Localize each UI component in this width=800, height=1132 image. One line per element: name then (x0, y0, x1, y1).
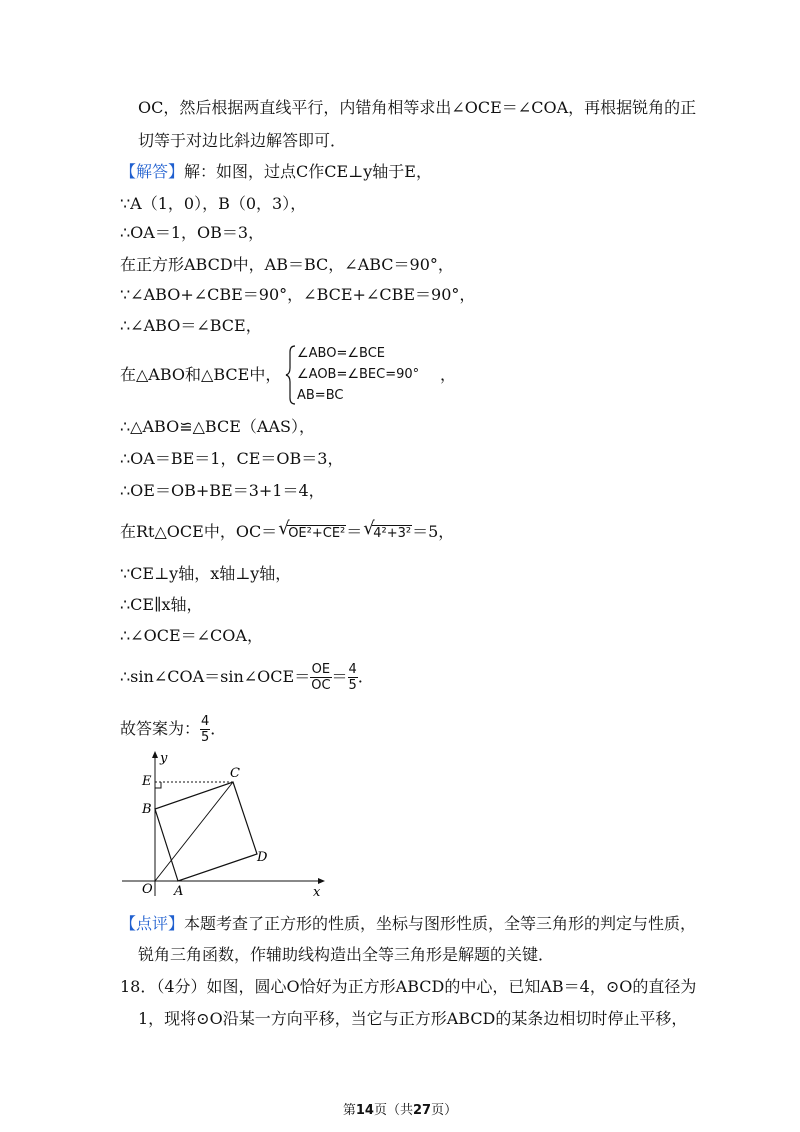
text-line: ∴OE＝OB+BE＝3+1＝4， (120, 481, 325, 500)
text-line: ∴∠ABO＝∠BCE， (120, 316, 262, 335)
label-o: O (142, 882, 153, 897)
footer-pre: 第 (342, 1103, 356, 1118)
sqrt-line (120, 518, 455, 545)
brace-line-1: ∠ABO=∠BCE (297, 346, 385, 361)
fraction-4-5 (348, 662, 358, 693)
question-18-line-1: 18．（4分）如图，圆心O恰好为正方形ABCD的中心，已知AB＝4，⊙O的直径为 (120, 977, 697, 996)
answer-intro: 解：如图，过点C作CE⊥y轴于E， (184, 162, 432, 181)
answer-suffix: ． (210, 719, 227, 738)
text-line: 在△ABO和△BCE中， (120, 365, 282, 384)
text-line: 切等于对边比斜边解答即可． (138, 131, 347, 150)
fraction-numerator: OE (311, 662, 331, 677)
text-line: 锐角三角函数，作辅助线构造出全等三角形是解题的关键． (138, 945, 555, 964)
label-b: B (142, 802, 152, 817)
fraction-numerator: 4 (348, 662, 357, 677)
review-line (120, 913, 696, 935)
sin-prefix: ∴sin∠COA＝sin∠OCE＝ (120, 667, 311, 686)
label-y: y (160, 751, 168, 766)
square-abcd (155, 782, 257, 881)
page-footer (0, 1099, 800, 1118)
eq-1: ＝ (346, 522, 363, 541)
brace-line-2: ∠AOB=∠BEC=90° (297, 367, 420, 382)
page-number: 14 (355, 1103, 374, 1118)
text-comma: ， (440, 365, 457, 384)
label-x: x (313, 885, 321, 898)
text-line: ∴OA＝1，OB＝3， (120, 223, 265, 242)
answer-line (120, 714, 226, 745)
right-angle-marker (155, 782, 161, 788)
text-line: OC，然后根据两直线平行，内错角相等求出∠OCE＝∠COA，再根据锐角的正 (138, 98, 697, 117)
sqrt-suffix: ＝5， (412, 522, 455, 541)
sqrt-2: √ 4²+3² (363, 518, 412, 541)
text-line: ∵A（1，0），B（0，3）， (120, 194, 307, 213)
geometry-figure (120, 750, 330, 898)
answer-tag: 【解答】 (120, 162, 185, 181)
text-line: 在正方形ABCD中，AB＝BC，∠ABC＝90°， (120, 255, 454, 274)
eq-2: ＝ (331, 667, 348, 686)
text-line: ∴△ABO≌△BCE（AAS）， (120, 417, 315, 436)
label-a: A (174, 884, 184, 898)
text-line: ∴CE∥x轴， (120, 595, 203, 614)
sin-suffix: ． (357, 667, 374, 686)
fraction-numerator: 4 (201, 714, 210, 729)
review-tag: 【点评】 (120, 914, 185, 933)
fraction-denominator: OC (311, 678, 331, 693)
sqrt-1: √ OE²+CE² (278, 518, 346, 541)
fraction-denominator: 5 (201, 730, 210, 745)
question-18-line-2: 1，现将⊙O沿某一方向平移，当它与正方形ABCD的某条边相切时停止平移， (138, 1009, 688, 1028)
footer-post: 页） (431, 1103, 458, 1118)
text-line: ∴∠OCE＝∠COA， (120, 626, 263, 645)
answer-heading (120, 161, 432, 183)
text-line: ∴OA＝BE＝1，CE＝OB＝3， (120, 449, 344, 468)
brace-icon (285, 344, 297, 406)
sin-line (120, 662, 374, 693)
answer-prefix: 故答案为： (120, 719, 201, 738)
fraction-denominator: 5 (348, 678, 357, 693)
text-line: ∵CE⊥y轴，x轴⊥y轴， (120, 564, 292, 583)
x-axis-arrow-icon (318, 878, 325, 884)
page-total: 27 (413, 1103, 432, 1118)
equation-system (285, 344, 445, 406)
label-d: D (257, 850, 268, 865)
label-e: E (142, 774, 152, 789)
footer-mid: 页（共 (373, 1103, 413, 1118)
y-axis-arrow-icon (152, 751, 158, 758)
review-text: 本题考查了正方形的性质，坐标与图形性质，全等三角形的判定与性质， (184, 914, 697, 933)
answer-fraction (200, 714, 210, 745)
sqrt-prefix: 在Rt△OCE中，OC＝ (120, 522, 278, 541)
brace-line-3: AB=BC (297, 388, 344, 403)
text-line: ∵∠ABO+∠CBE＝90°，∠BCE+∠CBE＝90°， (120, 285, 476, 304)
fraction-oe-oc (310, 662, 331, 693)
label-c: C (230, 766, 240, 781)
